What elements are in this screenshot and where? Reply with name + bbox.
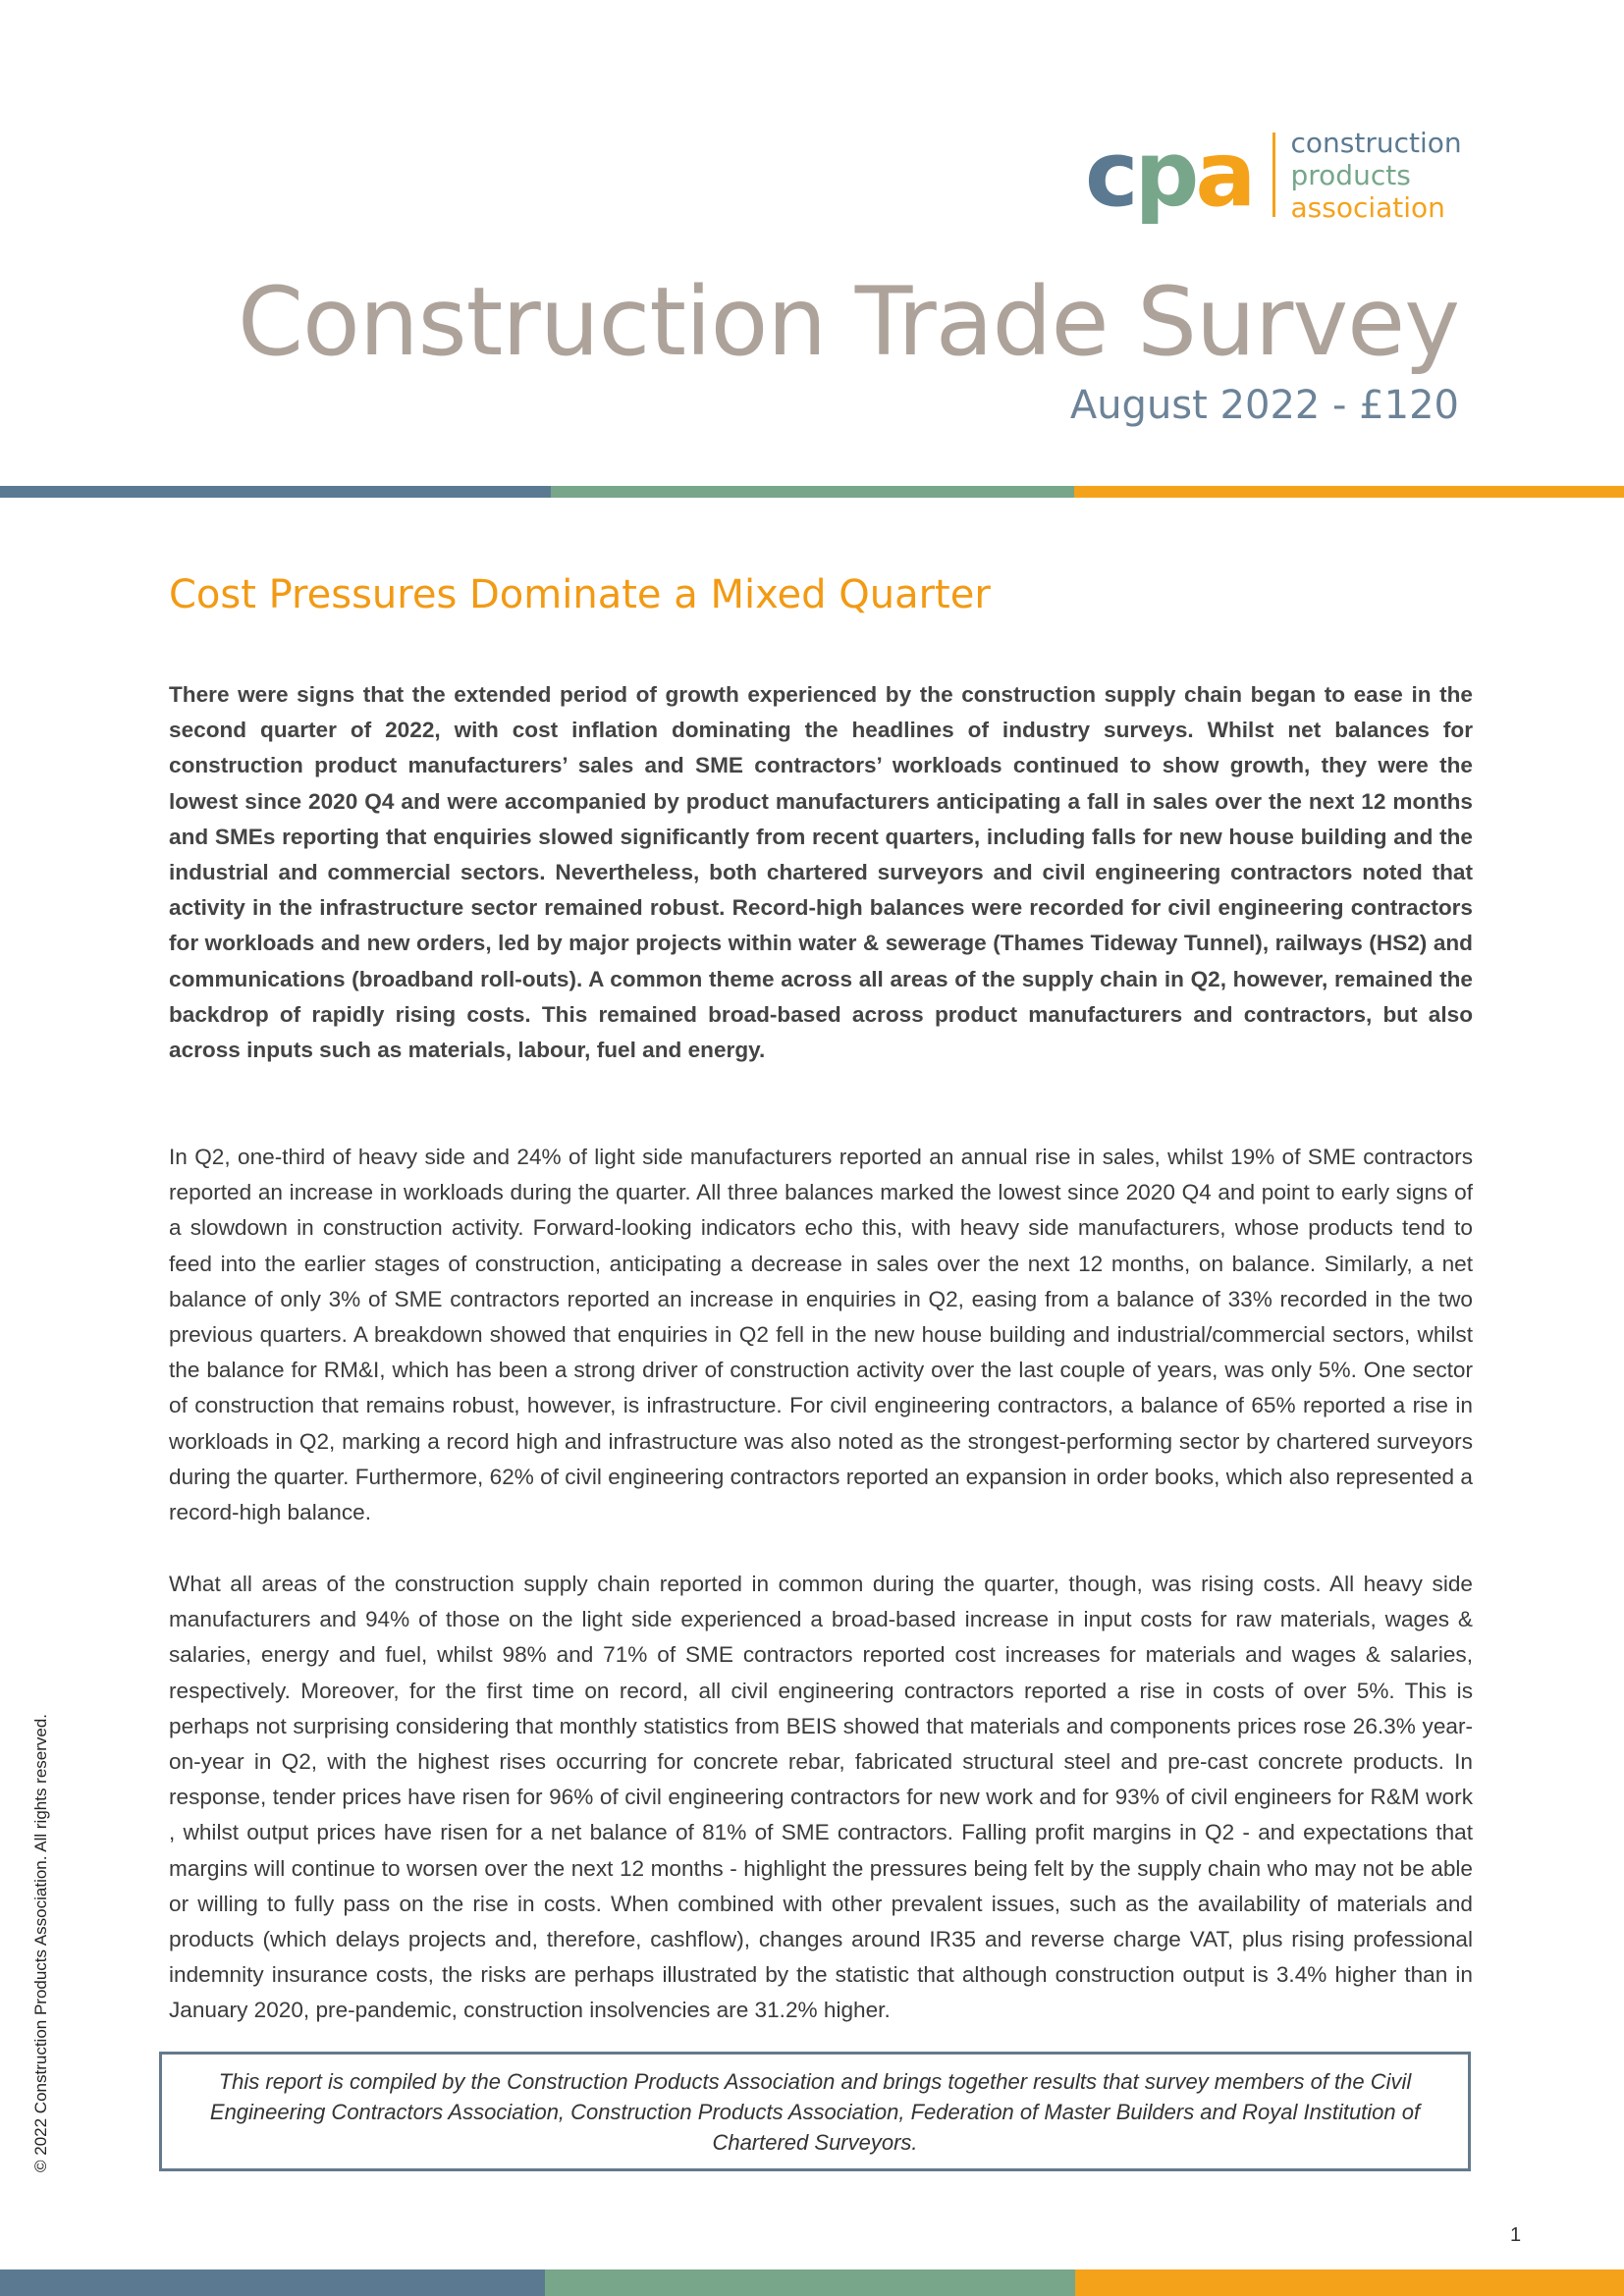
header-color-band <box>0 486 1624 498</box>
logo-word-products: products <box>1290 158 1411 191</box>
band-segment-blue <box>0 2269 545 2296</box>
copyright-notice: © 2022 Construction Products Association. All rights reserved. <box>31 1713 50 2172</box>
band-segment-orange <box>1075 2269 1624 2296</box>
body-paragraph-2: In Q2, one-third of heavy side and 24% of light side manufacturers reported an annual rise in sales, whilst 19% of SME contractors reported an increase in workloads during the quarter. All three balances marked the lowest since 2020 Q4 and point to early signs of a slowdown in construction activity. Forward-looking indicators echo this, with heavy side manufacturers, whose products tend to feed into the earlier stages of construction, anticipating a decrease in sales over the next 12 months, on balance. Similarly, a net balance of only 3% of SME contractors reported an increase in enquiries in Q2, easing from a balance of 33% recorded in the two previous quarters. A breakdown showed that enquiries in Q2 fell in the new house building and industrial/commercial sectors, whilst the balance for RM&I, which has been a strong driver of construction activity over the last couple of years, was only 5%. One sector of construction that remains robust, however, is infrastructure. For civil engineering contractors, a balance of 65% reported a rise in workloads in Q2, marking a record high and infrastructure was also noted as the strongest-performing sector by chartered surveyors during the quarter. Furthermore, 62% of civil engineering contractors reported an expansion in order books, which also represented a record-high balance. <box>169 1145 1473 1525</box>
logo-mark <box>1085 122 1253 227</box>
logo-letter-c: c <box>1085 122 1135 227</box>
report-title: Construction Trade Survey <box>237 267 1459 377</box>
notice-text: This report is compiled by the Construction Products Association and brings together results that survey members of the Civil Engineering Contractors Association, Construction Products Association, Federation of Master Builders and Royal Institution of Chartered Surveyors. <box>209 2068 1421 2155</box>
section-heading: Cost Pressures Dominate a Mixed Quarter <box>169 572 991 617</box>
report-subtitle: August 2022 - £120 <box>1069 383 1459 428</box>
band-segment-orange <box>1074 486 1624 498</box>
page-number: 1 <box>1510 2224 1522 2246</box>
logo-letter-p: p <box>1134 122 1196 227</box>
logo-word-association: association <box>1290 190 1445 224</box>
body-paragraph-3: What all areas of the construction supply chain reported in common during the quarter, though, was rising costs. All heavy side manufacturers and 94% of those on the light side experienced a broad-based increase in input costs for raw materials, wages & salaries, energy and fuel, whilst 98% and 71% of SME contractors reported cost increases for materials and wages & salaries, respectively. Moreover, for the first time on record, all civil engineering contractors reported a rise in costs of over 5%. This is perhaps not surprising considering that monthly statistics from BEIS showed that materials and components prices rose 26.3% year-on-year in Q2, with the highest rises occurring for concrete rebar, fabricated structural steel and pre-cast concrete products. In response, tender prices have risen for 96% of civil engineering contractors for new work and for 93% of civil engineers for R&M work , whilst output prices have risen for a net balance of 81% of SME contractors. Falling profit margins in Q2 - and expectations that margins will continue to worsen over the next 12 months - highlight the pressures being felt by the supply chain who may not be able or willing to fully pass on the rise in costs. When combined with other prevalent issues, such as the availability of materials and products (which delays projects and, therefore, cashflow), changes around IR35 and reverse charge VAT, plus rising professional indemnity insurance costs, the risks are perhaps illustrated by the statistic that although construction output is 3.4% higher than in January 2020, pre-pandemic, construction insolvencies are 31.2% higher. <box>169 1572 1473 2023</box>
cpa-logo <box>1085 122 1462 227</box>
band-segment-blue <box>0 486 551 498</box>
logo-letter-a: a <box>1195 122 1253 227</box>
band-segment-green <box>545 2269 1075 2296</box>
footer-color-band <box>0 2269 1624 2296</box>
lead-paragraph: There were signs that the extended period of growth experienced by the construction supply chain began to ease in the second quarter of 2022, with cost inflation dominating the headlines of industry surveys. Whilst net balances for construction product manufacturers’ sales and SME contractors’ workloads continued to show growth, they were the lowest since 2020 Q4 and were accompanied by product manufacturers anticipating a fall in sales over the next 12 months and SMEs reporting that enquiries slowed significantly from recent quarters, including falls for new house building and the industrial and commercial sectors. Nevertheless, both chartered surveyors and civil engineering contractors noted that activity in the infrastructure sector remained robust. Record-high balances were recorded for civil engineering contractors for workloads and new orders, led by major projects within water & sewerage (Thames Tideway Tunnel), railways (HS2) and communications (broadband roll-outs). A common theme across all areas of the supply chain in Q2, however, remained the backdrop of rapidly rising costs. This remained broad-based across product manufacturers and contractors, but also across inputs such as materials, labour, fuel and energy. <box>169 682 1473 1063</box>
logo-word-construction: construction <box>1290 126 1462 159</box>
logo-divider <box>1272 133 1275 217</box>
band-segment-green <box>551 486 1074 498</box>
notice-box <box>159 2052 1471 2171</box>
logo-wordmark <box>1291 127 1462 224</box>
